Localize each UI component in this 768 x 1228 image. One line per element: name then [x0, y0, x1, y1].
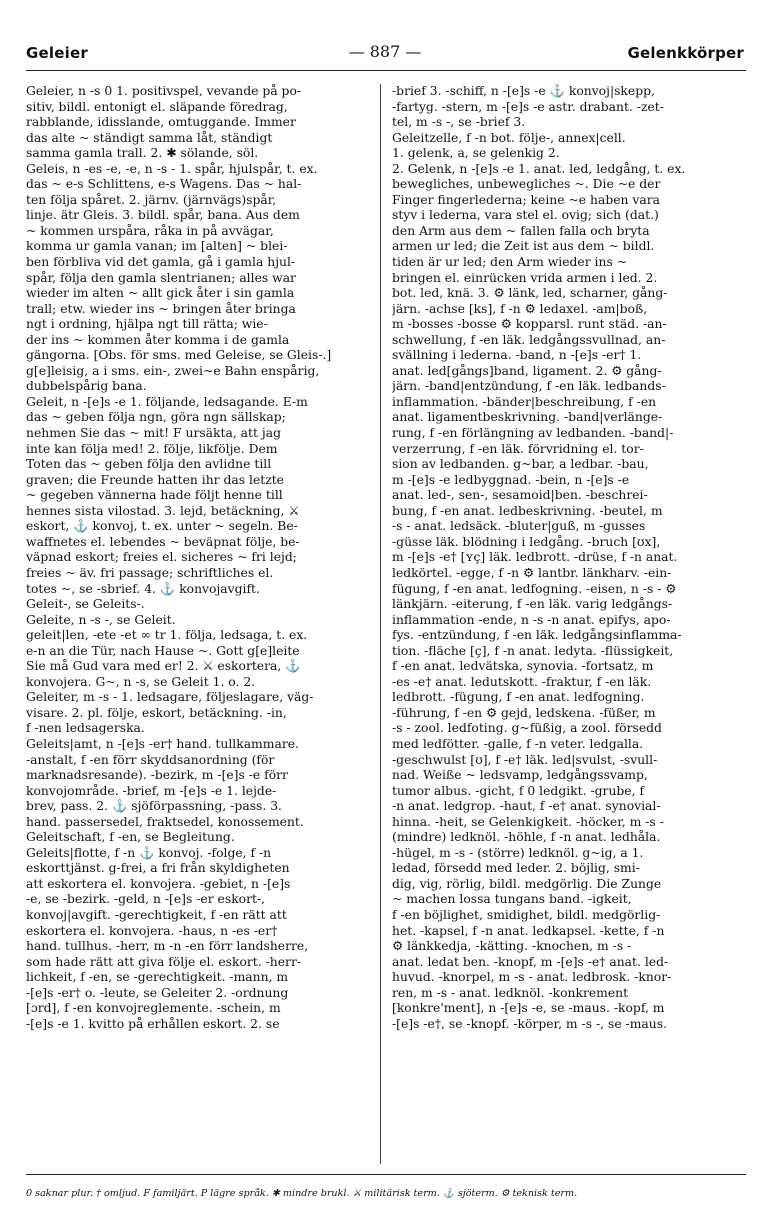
dictionary-line: den Arm aus dem ~ fallen falla och bryta — [392, 223, 650, 238]
abbreviation-legend: 0 saknar plur. † omljud. F familjärt. P lägre språk. ✱ mindre brukl. ⚔ militärisk term. ⚓ sjöterm. ⚙ teknisk term. — [26, 1188, 578, 1199]
dictionary-line: inflammation. -bänder|beschreibung, f -en — [392, 394, 657, 409]
dictionary-line: länkjärn. -eiterung, f -en läk. varig ledgångs- — [392, 597, 673, 612]
dictionary-line: verzerrung, f -en läk. förvridning el. tor- — [392, 441, 644, 456]
dictionary-line: freies ~ äv. fri passage; schriftliches el. — [26, 565, 274, 580]
dictionary-line: -[e]s -e†, se -knopf. -körper, m -s -, se -maus. — [392, 1016, 667, 1031]
dictionary-line: eskort, ⚓ konvoj, t. ex. unter ~ segeln. Be- — [26, 519, 298, 534]
dictionary-line: tel, m -s -, se -brief 3. — [392, 115, 526, 130]
dictionary-line: armen ur led; die Zeit ist aus dem ~ bildl. — [392, 239, 655, 254]
dictionary-line: totes ~, se -sbrief. 4. ⚓ konvojavgift. — [26, 581, 260, 596]
dictionary-line: -[e]s -er† o. -leute, se Geleiter 2. -ordnung — [26, 985, 289, 1000]
dictionary-line: -e, se -bezirk. -geld, n -[e]s -er eskort-, — [26, 892, 266, 907]
dictionary-line: das ~ geben följa ngn, göra ngn sällskap; — [26, 410, 286, 425]
dictionary-line: Geleit-, se Geleits-. — [26, 597, 145, 612]
dictionary-line: -s - zool. ledfoting. g~füßig, a zool. försedd — [392, 721, 662, 736]
dictionary-line: -[e]s -e 1. kvitto på erhållen eskort. 2. se — [26, 1016, 280, 1031]
dictionary-line: dig, vig, rörlig, bildl. medgörlig. Die Zunge — [392, 876, 662, 891]
dictionary-line: tumor albus. -gicht, f 0 ledgikt. -grube, f — [392, 783, 645, 798]
dictionary-line: m -bosses -bosse ⚙ kopparsl. runt städ. -an- — [392, 317, 667, 332]
dictionary-line: linje. ätr Gleis. 3. bildl. spår, bana. Aus dem — [26, 208, 300, 223]
dictionary-line: anat. ledat ben. -knopf, m -[e]s -e† anat. led- — [392, 954, 669, 969]
dictionary-line: som hade rätt att giva följe el. eskort. -herr- — [26, 954, 302, 969]
dictionary-line: sion av ledbanden. g~bar, a ledbar. -bau, — [392, 457, 649, 472]
dictionary-line: geleit|len, -ete -et ∞ tr 1. följa, ledsaga, t. ex. — [26, 628, 308, 643]
dictionary-line: visare. 2. pl. följe, eskort, betäckning. -in, — [26, 705, 287, 720]
dictionary-line: Geleitzelle, f -n bot. följe-, annex|cell. — [392, 130, 626, 145]
dictionary-line: (mindre) ledknöl. -höhle, f -n anat. ledhåla. — [392, 830, 661, 845]
dictionary-line: 1. gelenk, a, se gelenkig 2. — [392, 146, 560, 161]
dictionary-line: dubbelspårig bana. — [26, 379, 147, 394]
dictionary-line: ben förbliva vid det gamla, gå i gamla hjul- — [26, 255, 296, 270]
dictionary-line: Finger fingerlederna; keine ~e haben vara — [392, 192, 661, 207]
left-headword: Geleier — [26, 44, 88, 62]
dictionary-line: ngt i ordning, hjälpa ngt till rätta; wie- — [26, 317, 268, 332]
dictionary-line: sitiv, bildl. entonigt el. släpande föredrag, — [26, 99, 288, 114]
dictionary-line: Geleite, n -s -, se Geleit. — [26, 612, 176, 627]
dictionary-line: ~ gegeben vännerna hade följt henne till — [26, 488, 283, 503]
dictionary-line: bot. led, knä. 3. ⚙ länk, led, scharner, gång- — [392, 286, 668, 301]
dictionary-line: marknadsresande). -bezirk, m -[e]s -e förr — [26, 768, 288, 783]
dictionary-line: fügung, f -en anat. ledfogning. -eisen, n -s - ⚙ — [392, 581, 677, 596]
dictionary-line: -hügel, m -s - (större) ledknöl. g~ig, a 1. — [392, 845, 644, 860]
dictionary-line: 2. Gelenk, n -[e]s -e 1. anat. led, ledgång, t. ex. — [392, 161, 686, 176]
dictionary-line: hinna. -heit, se Gelenkigkeit. -höcker, m -s - — [392, 814, 664, 829]
dictionary-line: Sie må Gud vara med er! 2. ⚔ eskortera, ⚓ — [26, 659, 301, 674]
dictionary-line: brev, pass. 2. ⚓ sjöförpassning, -pass. 3. — [26, 799, 282, 814]
dictionary-line: -führung, f -en ⚙ gejd, ledskena. -füßer, m — [392, 705, 656, 720]
header-rule — [26, 70, 746, 71]
dictionary-line: anat. led[gångs]band, ligament. 2. ⚙ gång- — [392, 363, 662, 378]
dictionary-line: hand. passersedel, fraktsedel, konossement. — [26, 814, 304, 829]
dictionary-line: wieder im alten ~ allt gick åter i sin gamla — [26, 286, 295, 301]
dictionary-line: ~ machen lossa tungans band. -igkeit, — [392, 892, 632, 907]
dictionary-line: trall; etw. wieder ins ~ bringen åter bringa — [26, 301, 296, 316]
dictionary-line: inte kan följa med! 2. följe, likfölje. Dem — [26, 441, 278, 456]
dictionary-line: ledad, försedd med leder. 2. böjlig, smi- — [392, 861, 640, 876]
dictionary-line: lichkeit, f -en, se -gerechtigkeit. -mann, m — [26, 970, 289, 985]
dictionary-line: konvojera. G~, n -s, se Geleit 1. o. 2. — [26, 674, 256, 689]
dictionary-line: [konkre'ment], n -[e]s -e, se -maus. -kopf, m — [392, 1001, 665, 1016]
dictionary-line: g[e]leisig, a i sms. ein-, zwei~e Bahn enspårig, — [26, 363, 320, 378]
dictionary-line: -geschwulst [ʊ], f -e† läk. led|svulst, -svull- — [392, 752, 658, 767]
dictionary-line: Geleit, n -[e]s -e 1. följande, ledsagande. E-m — [26, 394, 308, 409]
page-header — [26, 38, 744, 68]
dictionary-line: ~ kommen urspåra, råka in på avvägar, — [26, 223, 274, 238]
dictionary-line: het. -kapsel, f -n anat. ledkapsel. -kette, f -n — [392, 923, 665, 938]
dictionary-line: fys. -entzündung, f -en läk. ledgångsinflamma- — [392, 628, 682, 643]
page-number: — 887 — — [348, 42, 422, 61]
dictionary-line: järn. -achse [ks], f -n ⚙ ledaxel. -am|boß, — [392, 301, 648, 316]
dictionary-line: Toten das ~ geben följa den avlidne till — [26, 457, 272, 472]
dictionary-line: väpnad eskort; freies el. sicheres ~ fri lejd; — [26, 550, 297, 565]
dictionary-line: inflammation -ende, n -s -n anat. epifys, apo- — [392, 612, 671, 627]
dictionary-line: m -[e]s -e ledbyggnad. -bein, n -[e]s -e — [392, 472, 630, 487]
dictionary-line: Geleits|flotte, f -n ⚓ konvoj. -folge, f -n — [26, 845, 272, 860]
dictionary-line: -güsse läk. blödning i ledgång. -bruch [ʊx], — [392, 534, 661, 549]
dictionary-line: komma ur gamla vanan; im [alten] ~ blei- — [26, 239, 288, 254]
dictionary-line: gängorna. [Obs. för sms. med Geleise, se Gleis-.] — [26, 348, 332, 363]
dictionary-line: Geleis, n -es -e, -e, n -s - 1. spår, hjulspår, t. ex. — [26, 161, 318, 176]
column-divider — [380, 84, 381, 1164]
dictionary-line: rabblande, idisslande, omtuggande. Immer — [26, 115, 296, 130]
footer-rule — [26, 1174, 746, 1175]
dictionary-line: f -nen ledsagerska. — [26, 721, 145, 736]
dictionary-line: ⚙ länkkedja, -kätting. -knochen, m -s - — [392, 939, 632, 954]
dictionary-line: das alte ~ ständigt samma låt, ständigt — [26, 130, 273, 145]
left-column — [26, 84, 370, 1032]
dictionary-line: nehmen Sie das ~ mit! F ursäkta, att jag — [26, 426, 281, 441]
dictionary-line: Geleier, n -s 0 1. positivspel, vevande på po- — [26, 84, 302, 98]
dictionary-line: bringen el. einrücken vrida armen i led. 2. — [392, 270, 658, 285]
dictionary-line: eskortera el. konvojera. -haus, n -es -er† — [26, 923, 278, 938]
dictionary-line: hennes sista vilostad. 3. lejd, betäckning, ⚔ — [26, 503, 300, 518]
dictionary-line: -anstalt, f -en förr skyddsanordning (för — [26, 752, 275, 767]
dictionary-line: konvoj|avgift. -gerechtigkeit, f -en rätt att — [26, 907, 287, 922]
dictionary-line: tiden är ur led; den Arm wieder ins ~ — [392, 255, 628, 270]
dictionary-line: m -[e]s -e† [ʏç] läk. ledbrott. -drüse, f -n anat. — [392, 550, 678, 565]
dictionary-line: das ~ e-s Schlittens, e-s Wagens. Das ~ hal- — [26, 177, 302, 192]
dictionary-line: tion. -fläche [ç], f -n anat. ledyta. -flüssigkeit, — [392, 643, 674, 658]
dictionary-line: waffnetes el. lebendes ~ beväpnat följe, be- — [26, 534, 300, 549]
dictionary-line: schwellung, f -en läk. ledgångssvullnad, an- — [392, 332, 666, 347]
dictionary-line: Geleiter, m -s - 1. ledsagare, följeslagare, väg- — [26, 690, 314, 705]
dictionary-line: anat. ligamentbeskrivning. -band|verlänge- — [392, 410, 663, 425]
dictionary-line: bung, f -en anat. ledbeskrivning. -beutel, m — [392, 503, 663, 518]
dictionary-line: styv i lederna, vara stel el. ovig; sich (dat.) — [392, 208, 659, 223]
dictionary-line: anat. led-, sen-, sesamoid|ben. -beschrei- — [392, 488, 648, 503]
dictionary-line: f -en anat. ledvätska, synovia. -fortsatz, m — [392, 659, 654, 674]
dictionary-line: huvud. -knorpel, m -s - anat. ledbrosk. -knor- — [392, 970, 672, 985]
dictionary-line: [ɔrd], f -en konvojreglemente. -schein, m — [26, 1001, 281, 1016]
dictionary-line: hand. tullhus. -herr, m -n -en förr landsherre, — [26, 939, 309, 954]
dictionary-line: svällning i lederna. -band, n -[e]s -er† 1. — [392, 348, 642, 363]
dictionary-line: Geleits|amt, n -[e]s -er† hand. tullkammare. — [26, 736, 299, 751]
dictionary-line: der ins ~ kommen åter komma i de gamla — [26, 332, 290, 347]
dictionary-line: samma gamla trall. 2. ✱ sölande, söl. — [26, 146, 259, 161]
dictionary-line: -s - anat. ledsäck. -bluter|guß, m -gusses — [392, 519, 646, 534]
dictionary-line: ledbrott. -fügung, f -en anat. ledfogning. — [392, 690, 645, 705]
dictionary-line: bewegliches, unbewegliches ~. Die ~e der — [392, 177, 661, 192]
dictionary-line: eskorttjänst. g-frei, a fri från skyldigheten — [26, 861, 290, 876]
dictionary-line: -n anat. ledgrop. -haut, f -e† anat. synovial- — [392, 799, 661, 814]
dictionary-line: konvojområde. -brief, m -[e]s -e 1. lejde- — [26, 783, 277, 798]
dictionary-line: spår, följa den gamla slentrianen; alles war — [26, 270, 296, 285]
dictionary-line: nad. Weiße ~ ledsvamp, ledgångssvamp, — [392, 768, 648, 783]
dictionary-line: att eskortera el. konvojera. -gebiet, n -[e]s — [26, 876, 291, 891]
dictionary-line: Geleitschaft, f -en, se Begleitung. — [26, 830, 235, 845]
dictionary-line: rung, f -en förlängning av ledbanden. -band|- — [392, 426, 674, 441]
dictionary-line: ren, m -s - anat. ledknöl. -konkrement — [392, 985, 629, 1000]
dictionary-line: -fartyg. -stern, m -[e]s -e astr. drabant. -zet- — [392, 99, 664, 114]
dictionary-line: med ledfötter. -galle, f -n veter. ledgalla. — [392, 736, 644, 751]
dictionary-line: f -en böjlighet, smidighet, bildl. medgörlig- — [392, 907, 661, 922]
dictionary-line: e-n an die Tür, nach Hause ~. Gott g[e]leite — [26, 643, 300, 658]
dictionary-line: -brief 3. -schiff, n -[e]s -e ⚓ konvoj|skepp, — [392, 84, 655, 98]
dictionary-line: graven; die Freunde hatten ihr das letzte — [26, 472, 284, 487]
right-headword: Gelenkkörper — [627, 44, 744, 62]
right-column — [392, 84, 736, 1032]
dictionary-line: ledkörtel. -egge, f -n ⚙ lantbr. länkharv. -ein- — [392, 565, 672, 580]
dictionary-line: -es -e† anat. ledutskott. -fraktur, f -en läk. — [392, 674, 652, 689]
dictionary-line: järn. -band|entzündung, f -en läk. ledbands- — [392, 379, 666, 394]
dictionary-line: ten följa spåret. 2. järnv. (järnvägs)spår, — [26, 192, 277, 207]
